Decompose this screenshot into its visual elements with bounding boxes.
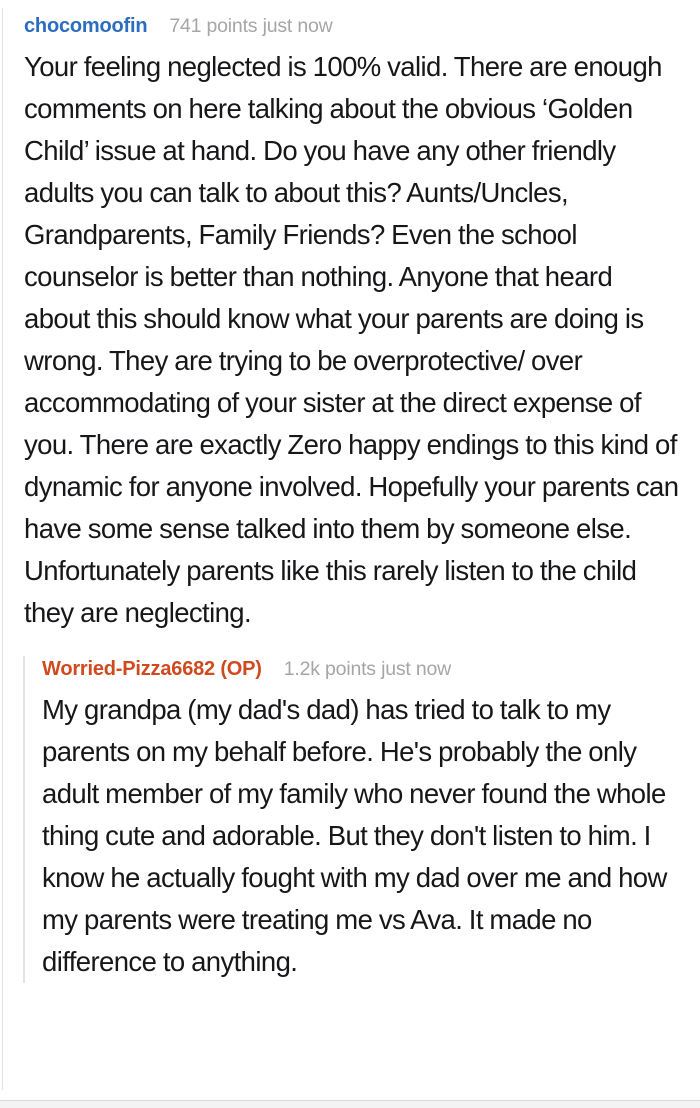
reply-body-text: My grandpa (my dad's dad) has tried to talk to my parents on my behalf before. He's probably the only adult member of my family who never found the whole thing cute and adorable. But they don't listen to him. I know he actually fought with my dad over me and how my parents were treating me vs Ava. It made no difference to anything. — [42, 694, 667, 977]
card-left-edge-divider — [2, 8, 3, 1090]
comment-header — [24, 13, 684, 39]
reply-comment — [23, 656, 684, 983]
comment-body-text: Your feeling neglected is 100% valid. There are enough comments on here talking about the obvious ‘Golden Child’ issue at hand. Do you have any other friendly adults you can talk to about this? Aunts/Uncles, Grandparents, Family Friends? Even the school counselor is better than nothing. Anyone that heard about this should know what your parents are doing is wrong. They are trying to be overprotective/ over accommodating of your sister at the direct expense of you. There are exactly Zero happy endings to this kind of dynamic for anyone involved. Hopefully your parents can have some sense talked into them by someone else. Unfortunately parents like this rarely listen to the child they are neglecting. — [24, 51, 679, 628]
reply-username-link[interactable]: Worried-Pizza6682 (OP) — [42, 658, 262, 680]
comment-username-link[interactable]: chocomoofin — [24, 15, 148, 37]
card-bottom-edge-divider — [0, 1100, 700, 1108]
reply-points-timestamp: 1.2k points just now — [283, 658, 452, 680]
reply-header — [42, 656, 684, 682]
comment — [24, 13, 684, 634]
comment-points-timestamp: 741 points just now — [169, 15, 333, 37]
